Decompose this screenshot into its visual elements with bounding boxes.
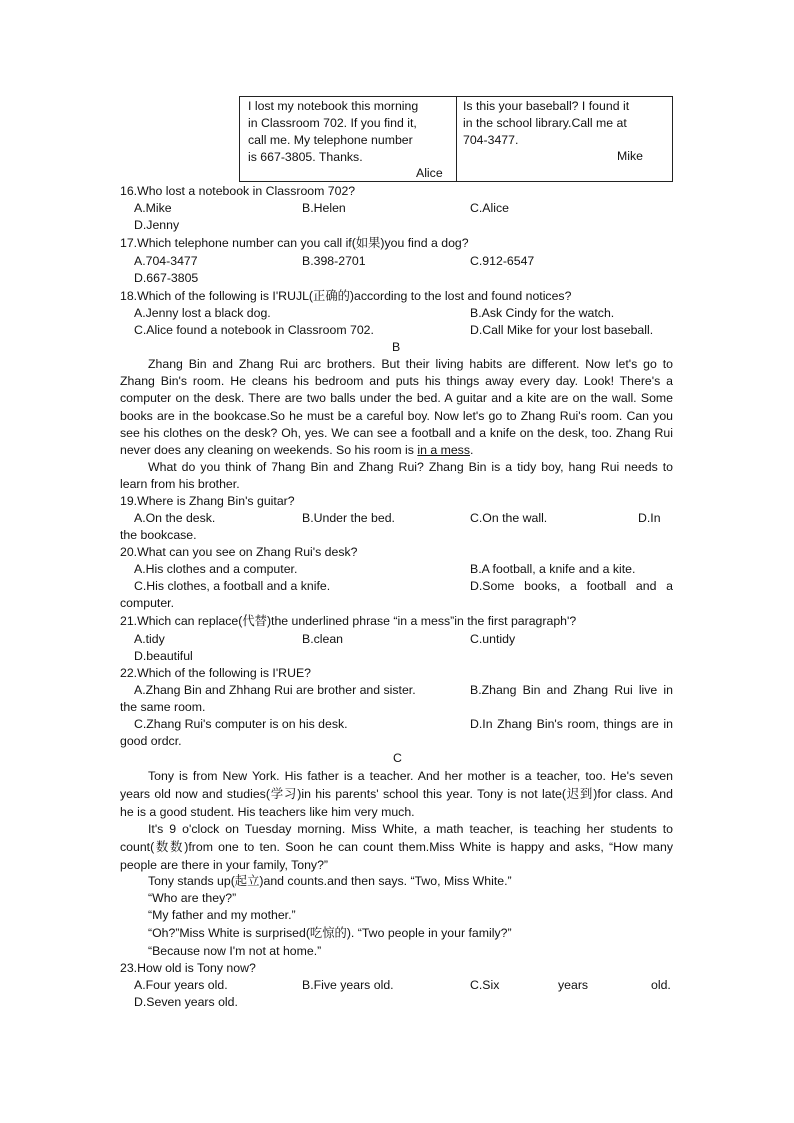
q16-option-a: A.Mike: [134, 201, 172, 215]
q19-stem: 19.Where is Zhang Bin's guitar?: [120, 494, 295, 508]
dialogue-line-3: “My father and my mother.”: [148, 908, 296, 922]
section-c-heading: C: [393, 751, 402, 765]
q16-option-c: C.Alice: [470, 201, 509, 215]
section-c-paragraph-2: [120, 820, 673, 874]
q17-option-c: C.912-6547: [470, 254, 535, 268]
notice-alice: [248, 98, 418, 166]
q21-option-c: C.untidy: [470, 632, 516, 646]
text-line: Zhang Bin's room. He cleans his bedroom and puts his things away every day. Look! There's a: [120, 374, 673, 389]
q23-option-c-word: years: [558, 978, 589, 992]
text-line: books are in the bookcase.So he must be a careful boy. Now let's go to Zhang Rui's room. Can you: [120, 408, 673, 423]
dialogue-line-1: Tony stands up(起立)and counts.and then says. “Two, Miss White.”: [148, 874, 512, 888]
q23-option-c-word: old.: [651, 978, 671, 992]
q20-stem: 20.What can you see on Zhang Rui's desk?: [120, 545, 358, 559]
q19-option-a: A.On the desk.: [134, 511, 216, 525]
q23-option-a: A.Four years old.: [134, 978, 228, 992]
text-line: computer on the desk. There are two balls under the bed. A guitar and a kite are on the wall. Some: [120, 391, 673, 406]
q19-option-b: B.Under the bed.: [302, 511, 395, 525]
lost-found-notice-table: [239, 96, 673, 182]
q19-option-d: D.In: [638, 511, 661, 525]
q18-stem: 18.Which of the following is I'RUJL(正确的)according to the lost and found notices?: [120, 289, 572, 303]
text-line: never does any cleaning on weekends. So his room is in a mess.: [120, 443, 474, 458]
q23-option-d: D.Seven years old.: [134, 995, 238, 1009]
notice-signature-mike: Mike: [617, 149, 643, 163]
notice-line: in Classroom 702. If you find it,: [248, 116, 417, 130]
text-line: he is a good student. His teachers like him very much.: [120, 805, 415, 819]
q22-option-b: B.Zhang Bin and Zhang Rui live in: [470, 683, 673, 697]
text-line: count(数数)from one to ten. Soon he can count them.Miss White is happy and asks, “How many: [120, 840, 673, 854]
text-line: see his clothes on the desk? Oh, yes. We can see a football and a knife on the desk, too. Zhang Rui: [120, 425, 673, 440]
notice-line: call me. My telephone number: [248, 133, 413, 147]
text-line: years old now and studies(学习)in his parents' school this year. Tony is not late(迟到)for class. And: [120, 787, 673, 801]
notice-line: 704-3477.: [463, 133, 519, 147]
q17-option-d: D.667-3805: [134, 271, 199, 285]
table-divider: [456, 97, 457, 181]
q20-option-d-cont: computer.: [120, 596, 174, 610]
text-line: Zhang Bin and Zhang Rui arc brothers. But their living habits are different. Now let's go to: [148, 357, 673, 371]
q22-option-a: A.Zhang Bin and Zhhang Rui are brother and sister.: [134, 683, 416, 697]
q17-option-a: A.704-3477: [134, 254, 198, 268]
section-b-paragraph-2: [120, 459, 673, 493]
q22-option-b-cont: the same room.: [120, 700, 206, 714]
notice-line: is 667-3805. Thanks.: [248, 150, 363, 164]
text-line: It's 9 o'clock on Tuesday morning. Miss White, a math teacher, is teaching her students to: [148, 822, 673, 836]
q19-option-c: C.On the wall.: [470, 511, 548, 525]
q21-stem: 21.Which can replace(代替)the underlined phrase “in a mess”in the first paragraph'?: [120, 614, 577, 628]
q20-option-d: D.Some books, a football and a: [470, 579, 673, 593]
q18-option-c: C.Alice found a notebook in Classroom 702.: [134, 323, 374, 337]
q22-option-d: D.In Zhang Bin's room, things are in: [470, 717, 673, 731]
q16-stem: 16.Who lost a notebook in Classroom 702?: [120, 184, 356, 198]
text-line: learn from his brother.: [120, 477, 240, 492]
q19-option-d-cont: the bookcase.: [120, 528, 197, 542]
q20-option-c: C.His clothes, a football and a knife.: [134, 579, 331, 593]
q20-option-b: B.A football, a knife and a kite.: [470, 562, 636, 576]
notice-mike: [463, 98, 629, 149]
section-b-heading: B: [392, 340, 401, 354]
underlined-phrase: in a mess: [417, 443, 470, 458]
q16-option-d: D.Jenny: [134, 218, 180, 232]
q18-option-d: D.Call Mike for your lost baseball.: [470, 323, 654, 337]
text-line: Tony is from New York. His father is a teacher. And her mother is a teacher, too. He's seven: [148, 769, 673, 783]
q20-option-a: A.His clothes and a computer.: [134, 562, 298, 576]
q18-option-a: A.Jenny lost a black dog.: [134, 306, 271, 320]
q21-option-a: A.tidy: [134, 632, 165, 646]
dialogue-line-5: “Because now I'm not at home.”: [148, 944, 322, 958]
notice-line: in the school library.Call me at: [463, 116, 627, 130]
q21-option-b: B.clean: [302, 632, 344, 646]
q17-stem: 17.Which telephone number can you call if(如果)you find a dog?: [120, 236, 469, 250]
notice-line: I lost my notebook this morning: [248, 99, 419, 113]
q16-option-b: B.Helen: [302, 201, 346, 215]
q22-option-c: C.Zhang Rui's computer is on his desk.: [134, 717, 348, 731]
dialogue-line-2: “Who are they?”: [148, 891, 237, 905]
section-c-paragraph-1: [120, 767, 673, 821]
q23-option-b: B.Five years old.: [302, 978, 394, 992]
q22-stem: 22.Which of the following is I'RUE?: [120, 666, 311, 680]
q21-option-d: D.beautiful: [134, 649, 193, 663]
q23-option-c: C.Six: [470, 978, 500, 992]
notice-signature-alice: Alice: [416, 166, 443, 180]
text-line: people are there in your family, Tony?”: [120, 858, 329, 872]
q18-option-b: B.Ask Cindy for the watch.: [470, 306, 615, 320]
notice-line: Is this your baseball? I found it: [463, 99, 630, 113]
text-line: What do you think of 7hang Bin and Zhang Rui? Zhang Bin is a tidy boy, hang Rui needs to: [148, 460, 673, 474]
q22-option-d-cont: good ordcr.: [120, 734, 182, 748]
section-b-paragraph-1: [120, 356, 673, 459]
dialogue-line-4: “Oh?”Miss White is surprised(吃惊的). “Two people in your family?”: [148, 926, 512, 940]
q23-stem: 23.How old is Tony now?: [120, 961, 256, 975]
q17-option-b: B.398-2701: [302, 254, 366, 268]
